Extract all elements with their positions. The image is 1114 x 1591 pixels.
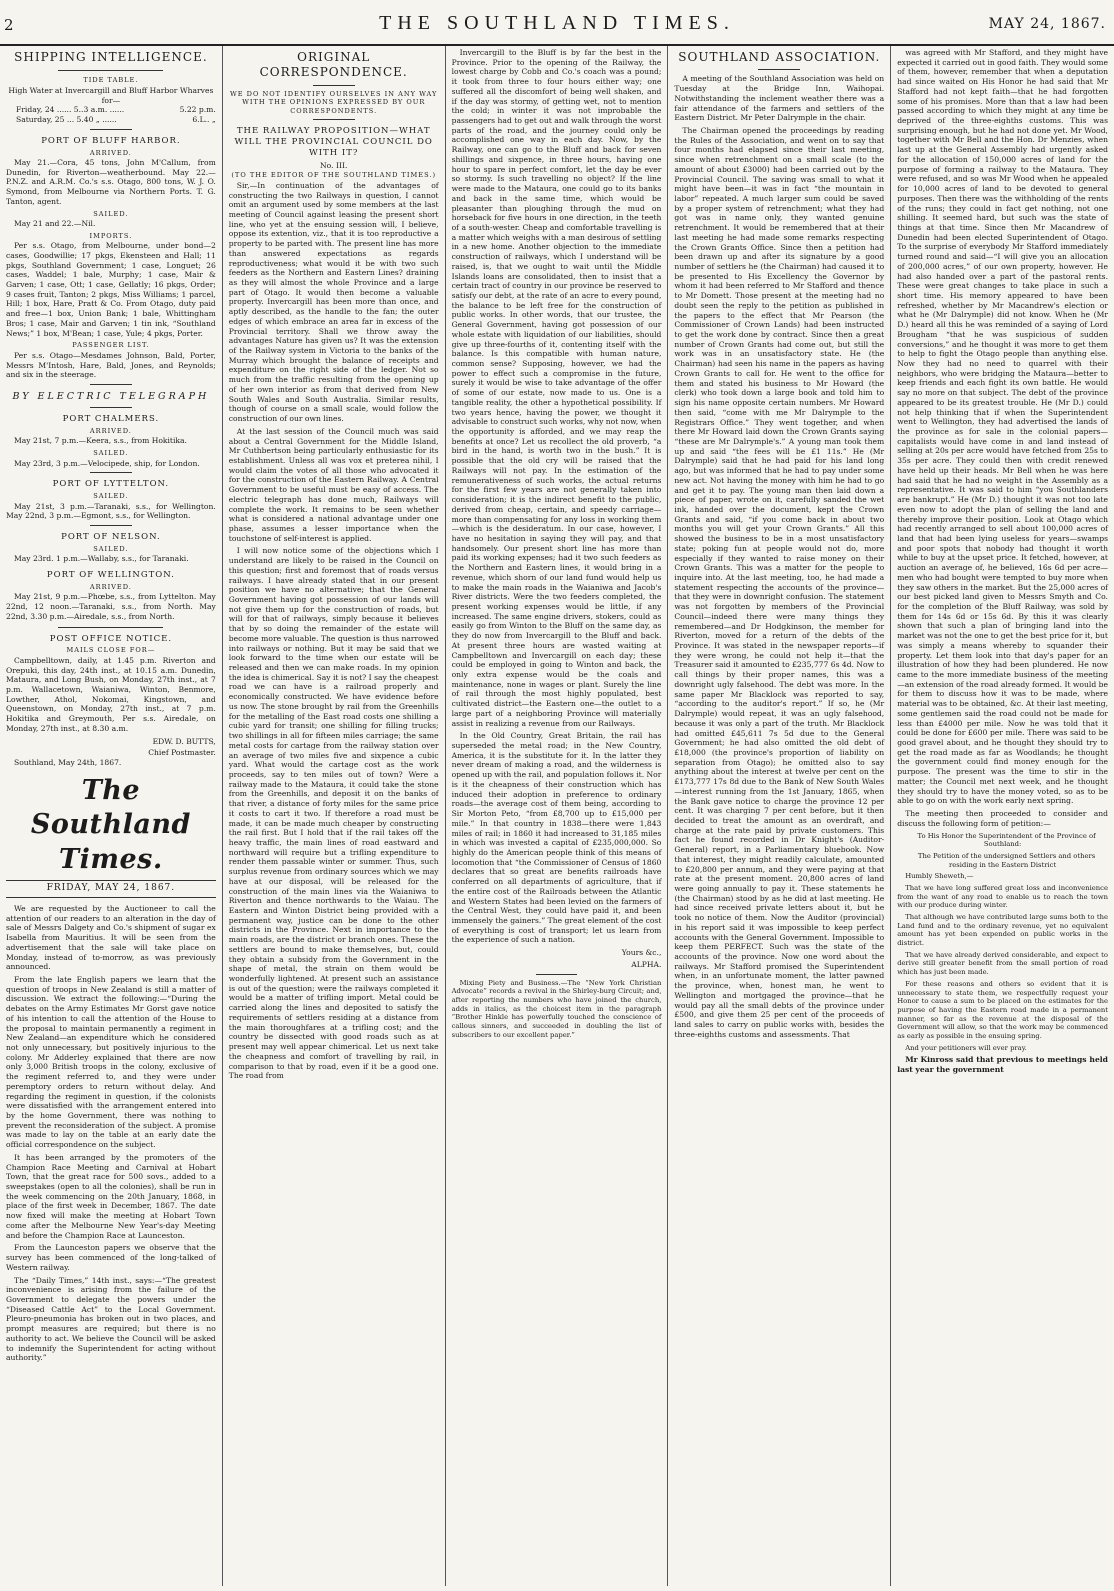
petition-paragraph: And your petitioners will ever pray. xyxy=(905,1043,1027,1052)
tide-day: Saturday, 25 ... 5.40 „ ...... xyxy=(16,114,117,124)
newspaper-title: THE SOUTHLAND TIMES. xyxy=(379,12,735,34)
letter-title: THE RAILWAY PROPOSITION—WHAT WILL THE PROVINCIAL COUNCIL DO WITH IT? xyxy=(234,126,433,158)
association-paragraph: The Chairman opened the proceedings by reading the Rules of the Association, and went on to say that four months had elapsed since their last meeting, since when retrenchment on a small scale (to the amount of about £3000) had been carried out by the Provincial Council. The saving was small to what it might have been—it was in fact “the mountain in labor” repeated. A much larger sum could be saved by a proper system of retrenchment; what they had got was in name only, they wanted genuine retrenchment. It would be remembered that at their last meeting he had made some remarks respecting the Crown Grants Office. Since then a petition had been drawn up and after its signature by a good number of settlers he (the Chairman) had caused it to be presented to His Excellency the Governor by whom it had been referred to Mr Stafford and thence to Mr Domett. Those present at the meeting had no doubt seen the reply to the petition as published in the papers to the effect that Mr Pearson (the Commissioner of Crown Lands) had been instructed to get the work done by contract. Since then a great number of Crown Grants had come out, but still the work was in an unsatisfactory state. He (the Chairman) had seen his name in the papers as having Crown Grants to call for. He went to the office for them and stated his business to Mr Howard (the clerk) who took down a large book and told him to sign his name opposite certain numbers. Mr Howard then said, “come with me Mr Dalrymple to the Registrars Office.” They went together, and when there Mr Howard laid down the Crown Grants saying “these are Mr Dalrymple's.” A young man took them up and said “the fees will be £1 11s.” He (Mr Dalrymple) said that he had paid for his land long ago, but was informed that he had to pay under some new act. Not having the money with him he had to go and get it to pay. The young man then laid down a piece of paper, wrote on it, carefully sanded the wet ink, handed over the document, kept the Crown Grants and said, “if you come back in about two months you will get your Crown Grants.” All this showed the business to be in a most unsatisfactory state; poking fun at people would not do, more especially if they wanted to raise money on their Crown Grants. This was a matter for the people to inquire into. At the last meeting, too, he had made a statement respecting the accounts of the province—that they were in downright confusion. The statement was not forgotten by members of the Provincial Council—indeed there were many things they remembered—and Dr Hodgkinson, the member for Riverton, moved for a return of the debts of the Province. It was stated in the newspaper reports—if they were wrong, he could not help it—that the Treasurer said it amounted to £235,777 6s 4d. Now to call things by their proper names, this was a downright ugly falsehood. The debt was more. In the same paper Mr Blacklock was reported to say, “according to the auditor's report.” If so, he (Mr Dalrymple) would repeat, it was an ugly falsehood, because it was only a part of the truth. Mr Blacklock had omitted £45,611 7s 5d due to the General Government; he had also omitted the old debt of £18,000 (the province's proportion of liability on separation from Otago); he omitted also to say anything about the interest at twelve per cent on the £173,777 17s 8d due to the Bank of New South Wales—interest running from the 1st January, 1865, when the Bank gave notice to charge the province 12 per cent. It was charging 7 per cent before, but it then decided to treat the amount as an overdraft, and charge at the rate paid by private customers. This fact he found recorded in Dr Knight's (Auditor-General) report, in a Parliamentary bluebook. Now that interest, they might readily calculate, amounted to £20,800 per annum, and they were paying at that rate at the present moment. 20,800 acres of land were going annually to pay it. These statements he (the Chairman) stood by as he did at last meeting. He had since received private letters about it, but he took no notice of them. Now the Auditor (provincial) in his report said it was impossible to keep perfect accounts with the General Government. Impossible to keep them PERFECT. Such was the state of the accounts of the province. Now one word about the railways. Mr Stafford promised the Superintendent when, in an unfortunate moment, the latter pawned the province, when, honest man, he went to Wellington and mortgaged the province—that he would pay all the small debts of the province under £500, and give them 25 per cent of the proceeds of land sales to carry on public works with, besides the three-eighths customs and assessments. That xyxy=(674,125,885,1039)
tide-row xyxy=(16,105,216,115)
sailed-label: SAILED. xyxy=(93,492,129,501)
arrived-label: ARRIVED. xyxy=(89,148,132,157)
chalmers-arrived: May 21st, 7 p.m.—Keera, s.s., from Hokitika. xyxy=(14,436,187,446)
masthead xyxy=(0,0,1114,46)
shipping-heading: SHIPPING INTELLIGENCE. xyxy=(14,50,208,64)
paper-nameplate: The Southland Times. xyxy=(30,774,191,875)
post-office-body: Campbelltown, daily, at 1.45 p.m. Riverton and Orepuki, this day, 24th inst., at 10.15 a.m. Dunedin, Mataura, and Long Bush, on Monday, 27th inst., at 7 p.m. Wallacetown, Waianiwa, Winton, Benmore, Lowther, Athol, Nokomai, Kingstown, and Queenstown, on Monday, 27th inst., at 7 p.m. Hokitika and Greymouth, Per s.s. Airedale, on Monday, 27th inst., at 8.30 a.m. xyxy=(6,655,216,733)
chalmers-sailed: May 23rd, 3 p.m.—Velocipede, ship, for London. xyxy=(14,458,200,468)
letter-addressee: (TO THE EDITOR OF THE SOUTHLAND TIMES.) xyxy=(231,171,437,180)
petition-paragraph: That we have already derived considerable, and expect to derive still greater benefit from the small portion of road which has just been made. xyxy=(897,950,1108,977)
column-4 xyxy=(668,46,891,1586)
wellington-title: PORT OF WELLINGTON. xyxy=(46,570,175,581)
column-3 xyxy=(446,46,669,1586)
sailed-label: SAILED. xyxy=(93,449,129,458)
lyttelton-title: PORT OF LYTTELTON. xyxy=(52,479,170,490)
tide-row xyxy=(16,115,216,125)
bluff-arrived: May 21.—Cora, 45 tons, John M'Callum, from Dunedin, for Riverton—weatherbound. May 22.—P.N.Z. and A.R.M. Co.'s s.s. Otago, 800 tons, W. J. O. Symond, from Melbourne via Northern Ports. T. G. Tanton, agent. xyxy=(6,157,216,206)
post-office-dateline: Southland, May 24th, 1867. xyxy=(14,758,122,768)
association-paragraph: The meeting then proceeded to consider and discuss the following form of petition:— xyxy=(897,809,1108,828)
divider xyxy=(90,129,132,130)
petition-from: The Petition of the undersigned Settlers and others residing in the Eastern District xyxy=(917,851,1096,869)
postmaster-signature: EDW. D. BUTTS, xyxy=(152,736,216,746)
editorial-paragraph: We are requested by the Auctioneer to call the attention of our readers to an alteration in the day of sale of Messrs Dalgety and Co.'s shipment of sugar ex Isabella from Mauritius. It will be seen from the advertisement that the sale will take place on Monday, instead of to-morrow, as was previously announced. xyxy=(6,903,216,972)
tide-title: TIDE TABLE. xyxy=(83,76,139,85)
sailed-label: SAILED. xyxy=(93,209,129,218)
imports-label: IMPORTS. xyxy=(89,231,133,240)
divider xyxy=(58,70,163,71)
letter-paragraph: In the Old Country, Great Britain, the rail has superseded the metal road; in the New Country, America, it is the substitute for it. In the latter they never dream of making a road, and the wilderness is opened up with the rail, and population follows it. Nor is it the cheapness of their construction which has induced their adoption in preference to ordinary roads—the average cost of them being, according to Sir Morton Peto, “from £8,700 up to £15,000 per mile.” In that country in 1838—there were 1,843 miles of rail; in 1860 it had increased to 31,185 miles in which was invested a capital of £235,000,000. So highly do the American people think of this means of locomotion that “the Commissioner of Census of 1860 declares that so great are benefits railroads have conferred on all departments of agriculture, that if the entire cost of the Railroads between the Atlantic and Western States had been levied on the farmers of the Central West, they could have paid it, and been immensely the gainers.” The great element of the cost of everything is cost of transport; let us learn from the experience of such a nation. xyxy=(451,731,662,945)
bluff-passengers: Per s.s. Otago—Mesdames Johnson, Bald, Porter, Messrs M'Intosh, Hare, Bald, Jones, and Reynolds; and six in the steerage. xyxy=(6,350,216,380)
petition-paragraph: For these reasons and others so evident that it is unnecessary to state them, we respectfully request your Honor to cause a sum to be placed on the estimates for the purpose of having the Eastern road made in a permanent manner, so far as the revenue at the disposal of the Government will allow, so that the work may be commenced as early as possible in the ensuing spring. xyxy=(897,979,1108,1040)
nelson-title: PORT OF NELSON. xyxy=(61,532,161,543)
divider xyxy=(90,525,132,526)
bluff-sailed: May 21 and 22.—Nil. xyxy=(14,219,96,229)
tide-day: Friday, 24 ...... 5..3 a.m. ...... xyxy=(16,105,125,115)
postmaster-title: Chief Postmaster. xyxy=(148,748,216,758)
page-columns xyxy=(0,46,1114,1586)
passenger-label: PASSENGER LIST. xyxy=(72,341,150,350)
letter-paragraph: Invercargill to the Bluff is by far the best in the Province. Prior to the opening of the Railway, the lowest charge by Cobb and Co.'s coach was a pound; it took from three to four hours either way; one suffered all the discomfort of being well shaken, and if the day was stormy, of getting wet, not to mention the cold; in winter it was not improbable the passengers had to get out and walk through the worst parts of the road, and the journey could only be accomplished one way in each day. Now, by the Railway, one can go to the Bluff and back for seven shillings and sixpence, in three hours, having one hour to spare in perfect comfort, let the day be ever so stormy. Is such travelling no object? If the line were made to the Mataura, one could go to its banks and back in the same time, which would be pleasanter than ploughing through the mud on horseback for five hours in one direction, in the teeth of a south-wester. Cheap and comfortable travelling is a matter which weighs with a man desirous of settling in a new home. Another objection to the immediate construction of railways, which I understand will be raised, is, that we ought to wait until the Middle Islands loans are consolidated, then to insist that a certain tract of country in our province be reserved to satisfy our debt, at the rate of an acre to every pound, the balance to be left free for the construction of public works. In other words, that our trustee, the General Government, having got possession of our whole estate with liquidation of our liabilities, should give up three-fourths of it, contenting itself with the balance. Is this compatible with human nature, common sense? Supposing, however, we had the power to effect such a compromise in the future, surely it would be wise to take advantage of the offer of some of our estate, now made to us. One is a tangible reality, the other a hypothetical possibility. If two years hence, having the power, we thought it advisable to construct such works, why not now, when the opportunity is afforded, and we may reap the benefits at once? Let us recollect the old proverb, “a bird in the hand, is worth two in the bush.” It is possible that the old cry will be raised that the Railways will not pay. In the estimation of the remunerativeness of such works, the actual returns for the first few years are not generally taken into consideration; it is the indirect benefit to the public, derived from cheap, certain, and speedy carriage—more than compensating for any loss in working them—which is the desideratum. In our case, however, I have no hesitation in saying they will pay, and that handsomely. Our present short line has more than paid its working expenses; had it two such feeders as the Northern and Eastern lines, it would bring in a revenue, which shorn of our land fund would help us to make the main roads in the Waianiwa and Jacob's River districts. Were the two feeders completed, the present working expenses would be little, if any increased. The same engine drivers, stokers, could as easily go from Winton to the Bluff on the same day, as they do now from Invercargill to the Bluff and back. At present three hours are wasted waiting at Campbelltown and Invercargill on each day; these could be employed in going to Winton and back, the only extra expense would be the coals and maintenance, none in wages or plant. Surely the line of rail through the most highly populated, best cultivated district—the Eastern one—the outlet to a large part of a neighboring Province will materially assist in realizing a revenue from our Railways. xyxy=(451,48,662,728)
association-paragraph: Mr Kinross said that previous to meetings held last year the government xyxy=(897,1055,1108,1075)
petition-humbly: Humbly Sheweth,— xyxy=(905,872,974,881)
arrived-label: ARRIVED. xyxy=(89,582,132,591)
divider xyxy=(58,627,163,628)
divider xyxy=(313,119,355,120)
letter-closing: Yours &c., xyxy=(621,948,662,958)
bluff-imports: Per s.s. Otago, from Melbourne, under bond—2 cases, Goodwillie; 17 pkgs, Ekensteen and Hall; 11 pkgs, Southland Government; 1 case, Longuet; 26 cases, Waddel; 1 bale, Murphy; 1 case, Mair & Garven; 1 case, Ott; 1 case, Gellatly; 16 pkgs, Order; 9 cases fruit, Tanton; 2 pkgs, Miss Williams; 1 parcel, Hill; 1 box, Hare, Pratt & Co. From Otago, duty paid and free—1 box, Union Bank; 1 bale, Whittingham Bros; 1 case, Mair and Garven; 1 tin ink, “Southland News;” 1 box, M'Bean; 1 case, Yule; 4 pkgs, Porter. xyxy=(6,241,216,338)
mails-label: MAILS CLOSE FOR— xyxy=(66,646,156,655)
tide-pm: 5.22 p.m. xyxy=(179,105,216,115)
correspondence-heading: ORIGINAL CORRESPONDENCE. xyxy=(259,50,408,80)
issue-date: MAY 24, 1867. xyxy=(988,16,1106,32)
editorial-paragraph: From the Launceston papers we observe that the survey has been commenced of the long-talked of Western railway. xyxy=(6,1243,216,1272)
petition-paragraph: That although we have contributed large sums both to the Land fund and to the ordinary revenue, yet no equivalent amount has yet been expended on public works in the district. xyxy=(897,913,1108,948)
divider xyxy=(90,472,132,473)
association-paragraph: was agreed with Mr Stafford, and they might have expected it carried out in good faith. They would some of them, however, remember that when a deputation had since waited on His Honor he had said that Mr Stafford had not kept faith—that he had forgotten some of his promises. More than that a law had been passed according to which they might at any time be deprived of the three-eighths customs. This was surprising enough, but he had not done yet. Mr Wood, together with Mr Bell and the Hon. Dr Menzies, when last up at the General Assembly had urgently asked for the allocation of 150,000 acres of land for the purpose of forming a railway to the Mataura. They were refused, and so was Mr Wood when he appealed for 10,000 acres of land to be devoted to general purposes. Then there was the withholding of the rents of the runs; they could in fact get nothing, not one shilling. It seemed hard, but such was the state of things at that time. Since then Mr Macandrew of Dunedin had been elected Superintendent of Otago. To the surprise of everybody Mr Stafford immediately turned round and said—“I will give you an allocation of 200,000 acres,” of our own property, however. He had also handed over a part of the pastoral rents. These were great changes to take place in such a short time. His memory appeared to have been refreshed, whether by Mr Macandrew's election or what he (Mr Dalrymple) did not know. When he (Mr D.) heard all this he was reminded of a saying of Lord Brougham “that he was suspicious of sudden conversions,” and he thought it was more to get them to help to fight the Otago people than anything else. Now they had no need to quarrel with their neighbors, who were bridging the Mataura—better to keep friends and each fight its own battle. He would say no more on that subject. The debt of the province appeared to be its greatest trouble. He (Mr D.) could not help thinking that if when the Superintendent went to Wellington, they had advertised the lands of the province as for sale in the colonial papers—capitalists would have come in and land instead of selling at 20s per acre would have fetched from 25s to 35s per acre. They could then with credit renewed have held up their heads. Mr Bell when he was here had said that he had no weight in the Assembly as a representative. It was said to him “you Southlanders are bankrupt.” He (Mr D.) thought it was not too late even now to adopt the plan of selling the land and thereby improve their position. Look at Otago which had recently arranged to sell about 100,000 acres of land that had been lying useless for years—swamps and poor spots that nobody had thought it worth while to buy at the upset price. It fetched, however, at auction an average of, he believed, 16s 6d per acre—men who had bought were tempted to buy more when they saw others in the market. But the 25,000 acres of our best picked land given to Messrs Smyth and Co. for the completion of the Bluff Railway, was sold by them for 14s 6d or 15s 6d. By this it was clearly shown that such a plan of bringing land into the market was not the one to get the best price for it, but was simply a means whereby to squander their property. Let them look into that day's paper for an illustration of how they had been plundered. He now came to the more immediate business of the meeting—an extension of the road already formed. It would be for them to discuss how it was to be made, where material was to be obtained, &c. At their last meeting, some gentlemen said the road could not be made for less than £4000 per mile. Now he was told that it could be done for £600 per mile. There was said to be good gravel about, and he thought they should try to get the road made as far as Woodlands; he thought the government could find money enough for the purpose. The present was the time to stir in the matter; the Council met next week, and he thought they should try to have the money voted, so as to be able to go on with the work early next spring. xyxy=(897,48,1108,806)
letter-signature: ALPHA. xyxy=(631,959,662,969)
petition-paragraph: That we have long suffered great loss and inconvenience from the want of any road to enable us to reach the town with our produce during winter. xyxy=(897,883,1108,910)
divider xyxy=(536,974,578,975)
chalmers-title: PORT CHALMERS. xyxy=(62,414,160,425)
arrived-label: ARRIVED. xyxy=(89,426,132,435)
column-1 xyxy=(0,46,223,1586)
nelson-sailed: May 23rd. 1 p.m.—Wallaby, s.s., for Taranaki. xyxy=(14,554,189,564)
association-heading: SOUTHLAND ASSOCIATION. xyxy=(678,50,881,64)
divider xyxy=(758,69,800,70)
editorial-paragraph: The “Daily Times,” 14th inst., says:—“The greatest inconvenience is arising from the failure of the Government to delegate the powers under the “Diseased Cattle Act” to the Local Government. Pleuro-pneumonia has broken out in two places, and prompt measures are required; but there is no authority to act. We believe the Council will be asked to indemnify the Superintendent for acting without authority.” xyxy=(6,1275,216,1363)
petition-addressee: To His Honor the Superintendent of the Province of Southland: xyxy=(917,831,1096,849)
tide-table xyxy=(6,105,216,124)
post-office-title: POST OFFICE NOTICE. xyxy=(49,633,173,644)
disclaimer: WE DO NOT IDENTIFY OURSELVES IN ANY WAY WITH THE OPINIONS EXPRESSED BY OUR CORRESPONDENTS. xyxy=(229,89,438,115)
telegraph-heading: BY ELECTRIC TELEGRAPH xyxy=(12,390,210,402)
bluff-title: PORT OF BLUFF HARBOR. xyxy=(41,135,181,146)
divider xyxy=(313,85,355,86)
letter-number: No. III. xyxy=(320,160,348,170)
letter-paragraph: I will now notice some of the objections which I understand are likely to be raised in the Council on this question; first and foremost that of roads versus railways. I have already stated that in our present position we have no alternative; that the General Government having got possession of our lands will not give them up for the construction of roads, but will for that of railways, simply because it believes that by so doing the remainder of the estate will become more valuable. The question is thus narrowed into railways or nothing. But it may be said that we look forward to the time when our estate will be released and then we can make roads. In my opinion the idea is chimerical. Say it is not? I say the cheapest road we can have is a railroad properly and economically constructed. We have evidence before us now. The stone brought by rail from the Greenhills for the metalling of the East road costs one shilling a cubic yard for transit; one shilling for filling trucks; two shillings in all for fifteen miles carriage; the same metal costs for cartage from the railway station over an average of two miles five and sixpence a cubic yard. What would the cartage cost as the work proceeds, say to ten miles out of town? Were a railway made to the Mataura, it could take the stone from the Greenhills, and deposit it on the banks of that river, a distance of forty miles for the same price it costs to cart it two. If therefore a road must be made, it can be made much cheaper by constructing the rail first. But I hold that if the rail takes off the heavy traffic, the main lines of road eastward and northward will require but a trifling expenditure to render them passable winter or summer. Thus, such surplus revenue from ordinary sources which we may have at our disposal, will be released for the construction of the main lines via the Waianiwa to Riverton and thence northwards to the Waiau. The Eastern and Winton District being provided with a permanent way, justice can be done to the other districts in the Province. Next in importance to the main roads, are the district or branch ones. These the settlers are bound to make themselves, but, could they obtain a subsidy from the Government in the shape of metal, the strain on them would be wonderfully lightened. At present such an assistance is out of the question; were the railways completed it would be a matter of trifling import. Metal could be carried along the lines and deposited to satisfy the requirements of settlers residing at a distance from the main thoroughfares at a trifling cost; and the country be dissected with good roads such as at present may well appear chimerical. Let us next take the cheapness and comfort of travelling by rail, in comparison to that by road, even if it be a good one. The road from xyxy=(228,546,439,1081)
divider xyxy=(90,384,132,385)
tide-intro: High Water at Invercargill and Bluff Harbor Wharves for— xyxy=(8,85,214,105)
tide-pm: 6.L.. „ xyxy=(192,114,216,124)
news-item: Mixing Piety and Business.—The “New York Christian Advocate” records a revival in the Shirley-burg Circuit; and, after reporting the numbers who have joined the church, adds in italics, as the choicest item in the paragraph “Brother Hinkle has powerfully touched the conscience of callous sinners, and succeeded in doubling the list of subscribers to our excellent paper.” xyxy=(451,978,662,1039)
lyttelton-sailed: May 21st, 3 p.m.—Taranaki, s.s., for Wellington. May 22nd, 3 p.m.—Egmont, s.s., for Wellington. xyxy=(6,501,216,521)
association-paragraph: A meeting of the Southland Association was held on Tuesday at the Bridge Inn, Waihopai. Notwithstanding the inclement weather there was a fair attendance of the farmers and settlers of the Eastern District. Mr Peter Dalrymple in the chair. xyxy=(674,74,885,123)
column-2 xyxy=(223,46,446,1586)
wellington-arrived: May 21st, 9 p.m.—Phœbe, s.s., from Lyttelton. May 22nd, 12 noon.—Taranaki, s.s., from North. May 22nd, 3.30 p.m.—Airedale, s.s., from North. xyxy=(6,592,216,621)
column-5 xyxy=(891,46,1114,1586)
editorial-date: FRIDAY, MAY 24, 1867. xyxy=(6,880,216,898)
sailed-label: SAILED. xyxy=(93,544,129,553)
letter-paragraph: Sir,—In continuation of the advantages of constructing the two Railways in question, I cannot omit an argument used by some members at the last meeting of Council against leasing the present short line, who yet at the ensuing session will, I believe, oppose its extention, viz., that it is too reproductive a property to be parted with. The present line has more than answered expectations as regards reproductiveness; what would it be with two such feeders as the Northern and Eastern Lines? draining as they will almost the whole Province and a large part of Otago. It would then become a valuable property. Invercargill has been more than once, and aptly described, as the handle to the fan; the outer edges of which embrace an area far in excess of the Provincial territory. Shall we throw away the advantages Nature has given us? It was the extension of the Railway system in Victoria to the banks of the Murray which brought the balance of receipts and expenditure on the right side of the ledger. Not so much from the traffic resulting from the opening up of her own interior as from that derived from New South Wales and South Australia. Similar results, though of course on a small scale, would follow the construction of our own lines. xyxy=(228,180,439,424)
editorial-paragraph: From the late English papers we learn that the question of troops in New Zealand is still a matter of discussion. We extract the following:—“During the debates on the Army Estimates Mr Gorst gave notice of his intention to call the attention of the House to the proposal to maintain permanently a regiment in New Zealand—an expenditure which he considered not only unnecessary, but positively injurious to the colony. Mr Adderley explained that there are now only 3,000 British troops in the colony, exclusive of the regiment referred to, and they were under peremptory orders to return without delay. And regarding the regiment in question, if the colonists were dissatisfied with the arrangement entered into by the home Government, there was nothing to prevent the reconsideration of the subject. A promise was made to lay on the table at an early date the official correspondence on the subject. xyxy=(6,974,216,1150)
page-number: 2 xyxy=(4,16,14,34)
letter-paragraph: At the last session of the Council much was said about a Central Government for the Middle Island, Mr Cuthbertson being particularly enthusiastic for its establishment. Unless all was vox et preterea nihil, I would claim the votes of all those who advocated it for the construction of the Eastern Railway. A Central Government to be useful must be easy of access. The electric telegraph has done much, Railways will complete the work. It remains to be seen whether what is considered a national advantage under one phase, assumes a lesser importance when the touchstone of self-interest is applied. xyxy=(228,426,439,543)
divider xyxy=(90,407,132,408)
editorial-paragraph: It has been arranged by the promoters of the Champion Race Meeting and Carnival at Hobart Town, that the great race for 500 sovs., added to a sweepstakes (open to all the colonies), shall be run in the week commencing on the 20th January, 1868, in place of the first week in December, 1867. The date now fixed will make the meeting at Hobart Town come after the Melbourne New Year's-day Meeting and before the Champion Race at Launceston. xyxy=(6,1152,216,1240)
